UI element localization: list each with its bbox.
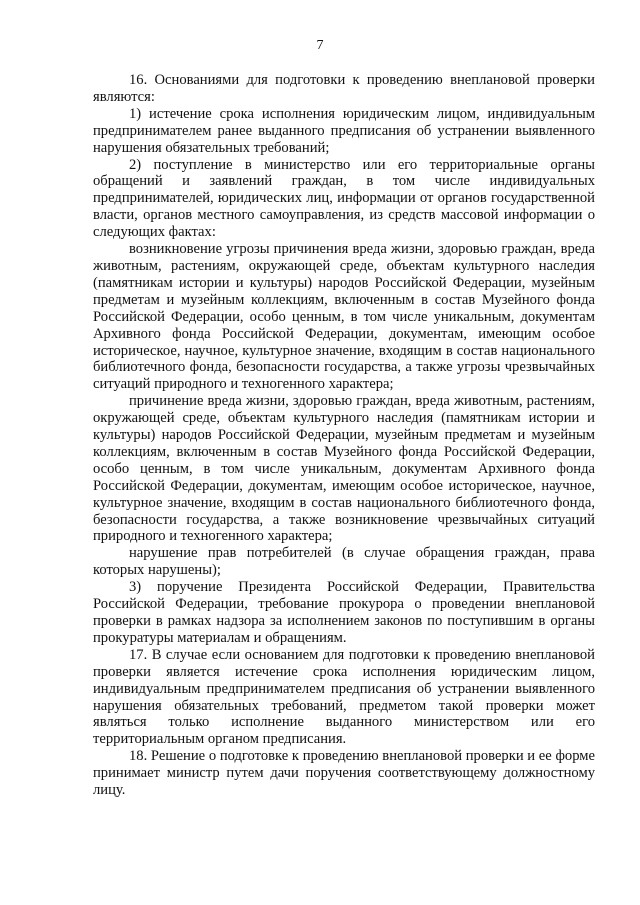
paragraph-18: 18. Решение о подготовке к проведению внеплановой проверки и ее форме принимает министр путем дачи поручения соответствующему должностному лицу. — [93, 748, 595, 799]
document-body — [93, 72, 595, 799]
page-number: 7 — [316, 38, 324, 53]
paragraph-16-item-1: 1) истечение срока исполнения юридическим лицом, индивидуальным предпринимателем ранее выданного предписания об устранении выявленного нарушения обязательных требований; — [93, 105, 595, 156]
paragraph-16-item-2: 2) поступление в министерство или его территориальные органы обращений и заявлений граждан, в том числе индивидуальных предпринимателей, юридических лиц, информации от органов государственной власти, органов местного самоуправления, из средств массовой информации о следующих фактах: — [93, 156, 595, 241]
paragraph-16-item-2-threat: возникновение угрозы причинения вреда жизни, здоровью граждан, вреда животным, растениям, окружающей среде, объектам культурного наследия (памятникам истории и культуры) народов Российской Федерации, музейным предметам и музейным коллекциям, включенным в состав Музейного фонда Российской Федерации, особо ценным, в том числе уникальным, документам Архивного фонда Российской Федерации, документам, имеющим особое историческое, научное, культурное значение, входящим в состав национального библиотечного фонда, безопасности государства, а также угрозы чрезвычайных ситуаций природного и техногенного характера; — [93, 241, 595, 393]
paragraph-17: 17. В случае если основанием для подготовки к проведению внеплановой проверки является истечение срока исполнения юридическим лицом, индивидуальным предпринимателем предписания об устранении выявленного нарушения обязательных требований, предметом такой проверки может являться только исполнение выданного министерством или его территориальным органом предписания. — [93, 646, 595, 748]
paragraph-16-item-2-harm: причинение вреда жизни, здоровью граждан, вреда животным, растениям, окружающей среде, объектам культурного наследия (памятникам истории и культуры) народов Российской Федерации, музейным предметам и музейным коллекциям, включенным в состав Музейного фонда Российской Федерации, особо ценным, в том числе уникальным, документам Архивного фонда Российской Федерации, документам, имеющим особое историческое, научное, культурное значение, входящим в состав национального библиотечного фонда, безопасности государства, а также возникновение чрезвычайных ситуаций природного и техногенного характера; — [93, 393, 595, 545]
paragraph-16-item-2-consumer-rights: нарушение прав потребителей (в случае обращения граждан, права которых нарушены); — [93, 545, 595, 579]
paragraph-16-item-3: 3) поручение Президента Российской Федерации, Правительства Российской Федерации, требование прокурора о проведении внеплановой проверки в рамках надзора за исполнением законов по поступившим в органы прокуратуры материалам и обращениям. — [93, 579, 595, 646]
paragraph-16-intro: 16. Основаниями для подготовки к проведению внеплановой проверки являются: — [93, 72, 595, 105]
